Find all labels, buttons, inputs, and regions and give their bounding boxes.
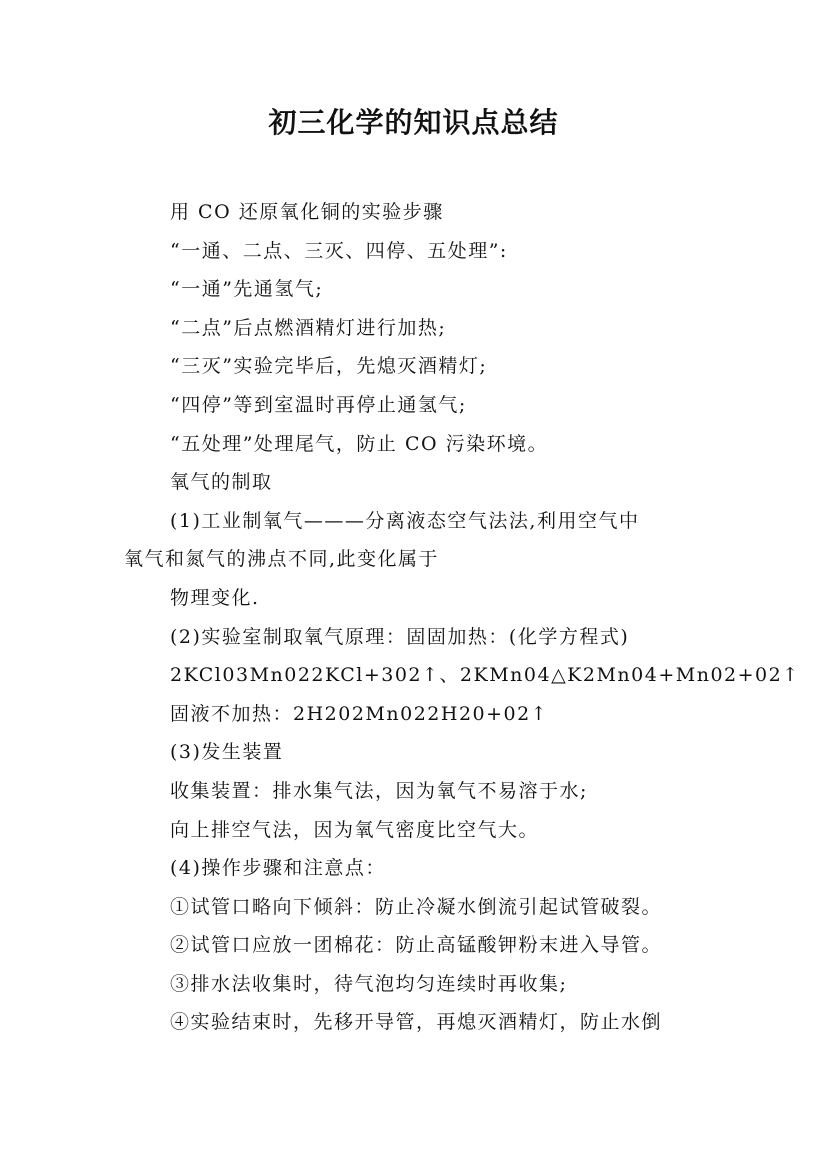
document-title: 初三化学的知识点总结 bbox=[268, 106, 559, 139]
paragraph-line: “五处理”处理尾气，防止 CO 污染环境。 bbox=[170, 432, 549, 455]
paragraph-line: “二点”后点燃酒精灯进行加热; bbox=[170, 316, 447, 339]
paragraph-line: (3)发生装置 bbox=[170, 741, 284, 764]
document-body bbox=[124, 193, 800, 1042]
paragraph-line: 2KCl03Mn022KCl+302↑、2KMn04△K2Mn04+Mn02+02↑ bbox=[170, 664, 800, 687]
paragraph-line: 用 CO 还原氧化铜的实验步骤 bbox=[170, 201, 444, 223]
paragraph-line: (1)工业制氧气———分离液态空气法法,利用空气中 bbox=[170, 509, 640, 532]
paragraph-line: ④实验结束时，先移开导管，再熄灭酒精灯，防止水倒 bbox=[170, 1011, 663, 1034]
paragraph-line: (4)操作步骤和注意点： bbox=[170, 857, 386, 880]
paragraph-line: 收集装置：排水集气法，因为氧气不易溶于水; bbox=[170, 779, 588, 802]
paragraph-line: 物理变化. bbox=[170, 586, 260, 609]
paragraph-line: (2)实验室制取氧气原理：固固加热：(化学方程式) bbox=[170, 625, 630, 648]
paragraph-line: ②试管口应放一团棉花：防止高锰酸钾粉末进入导管。 bbox=[170, 934, 663, 957]
paragraph-line: ③排水法收集时，待气泡均匀连续时再收集; bbox=[170, 972, 568, 995]
paragraph-line: “一通、二点、三灭、四停、五处理”: bbox=[170, 239, 508, 262]
paragraph-line: “一通”先通氢气; bbox=[170, 278, 324, 301]
paragraph-line: 氧气的制取 bbox=[170, 471, 273, 494]
paragraph-line: 固液不加热：2H202Mn022H20+02↑ bbox=[170, 702, 549, 725]
paragraph-line: ①试管口略向下倾斜：防止冷凝水倒流引起试管破裂。 bbox=[170, 895, 663, 918]
paragraph-line: 氧气和氮气的沸点不同,此变化属于 bbox=[124, 548, 440, 571]
paragraph-line: “四停”等到室温时再停止通氢气; bbox=[170, 393, 467, 416]
paragraph-line: “三灭”实验完毕后，先熄灭酒精灯; bbox=[170, 355, 488, 378]
paragraph-line: 向上排空气法，因为氧气密度比空气大。 bbox=[170, 818, 540, 841]
